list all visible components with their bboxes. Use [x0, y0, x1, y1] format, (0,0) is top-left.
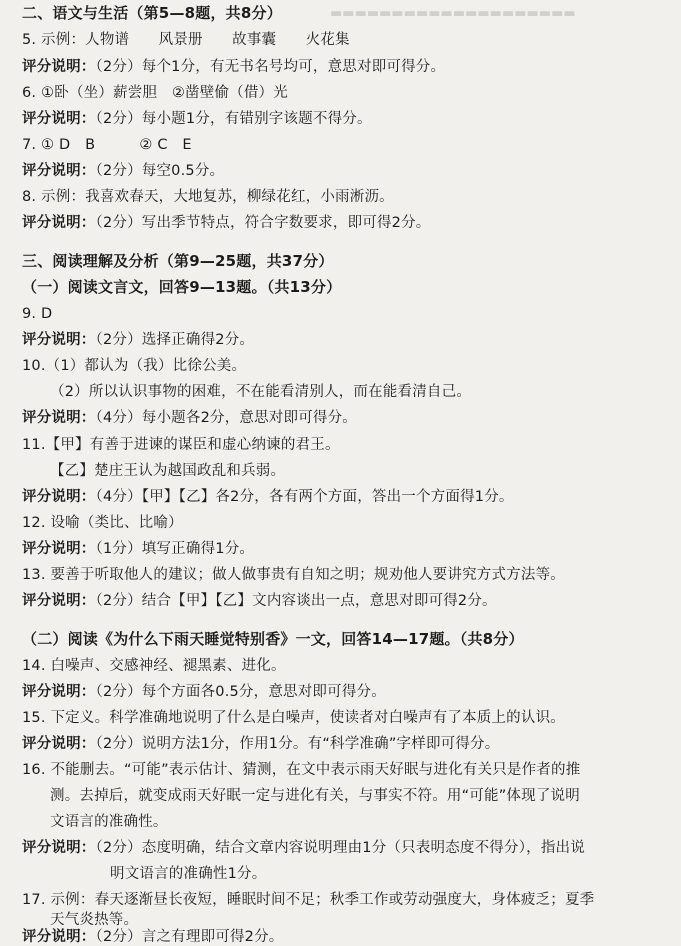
- part-1-title: （一）阅读文言文，回答9—13题。（共13分）: [22, 278, 342, 296]
- q9-scoring: 评分说明：（2分）选择正确得2分。: [22, 332, 255, 348]
- section-3-title: 三、阅读理解及分析（第9—25题，共37分）: [22, 252, 334, 270]
- q16-answer-line-2: 测。去掉后，就变成雨天好眠一定与进化有关，与事实不符。用“可能”体现了说明: [50, 788, 580, 804]
- q8-answer: 8. 示例：我喜欢春天，大地复苏，柳绿花红，小雨淅沥。: [22, 189, 394, 205]
- q5-scoring: 评分说明：（2分）每个1分，有无书名号均可，意思对即可得分。: [22, 59, 446, 75]
- q16-answer-line-3: 文语言的准确性。: [50, 814, 168, 830]
- q12-scoring: 评分说明：（1分）填写正确得1分。: [22, 541, 255, 557]
- q11-answer-yi: 【乙】楚庄王认为越国政乱和兵弱。: [50, 463, 286, 479]
- q14-scoring: 评分说明：（2分）每个方面各0.5分，意思对即可得分。: [22, 684, 386, 700]
- q11-answer-jia: 11.【甲】有善于进谏的谋臣和虚心纳谏的君王。: [22, 437, 340, 453]
- q10-answer-2: （2）所以认识事物的困难，不在能看清别人，而在能看清自己。: [50, 384, 472, 400]
- q16-answer-line-1: 16. 不能删去。“可能”表示估计、猜测，在文中表示雨天好眠与进化有关只是作者的推: [22, 762, 581, 778]
- q13-answer: 13. 要善于听取他人的建议；做人做事贵有自知之明；规劝他人要讲究方式方法等。: [22, 567, 565, 583]
- q12-answer: 12. 设喻（类比、比喻）: [22, 515, 183, 531]
- q7-answer: 7. ① D B ② C E: [22, 137, 192, 153]
- bleed-through-texture: ▬▬▬▬▬▬▬▬▬▬▬▬▬▬▬▬▬▬▬▬: [330, 6, 576, 21]
- q6-answer: 6. ①卧（坐）薪尝胆 ②凿壁偷（借）光: [22, 85, 288, 101]
- q15-scoring: 评分说明：（2分）说明方法1分，作用1分。有“科学准确”字样即可得分。: [22, 736, 500, 752]
- q10-answer-1: 10.（1）都认为（我）比徐公美。: [22, 358, 247, 374]
- q16-scoring-line-2: 明文语言的准确性1分。: [110, 866, 267, 882]
- q7-scoring: 评分说明：（2分）每空0.5分。: [22, 163, 225, 179]
- q9-answer: 9. D: [22, 306, 53, 322]
- part-2-title: （二）阅读《为什么下雨天睡觉特别香》一文，回答14—17题。（共8分）: [22, 630, 524, 648]
- q14-answer: 14. 白噪声、交感神经、褪黑素、进化。: [22, 658, 286, 674]
- q6-scoring: 评分说明：（2分）每小题1分，有错别字该题不得分。: [22, 111, 372, 127]
- q8-scoring: 评分说明：（2分）写出季节特点，符合字数要求，即可得2分。: [22, 215, 431, 231]
- q11-scoring: 评分说明：（4分）【甲】【乙】各2分，各有两个方面，答出一个方面得1分。: [22, 489, 514, 505]
- q16-scoring-line-1: 评分说明：（2分）态度明确，结合文章内容说明理由1分（只表明态度不得分），指出说: [22, 840, 585, 856]
- q17-answer-line-1: 17. 示例：春天逐渐昼长夜短，睡眠时间不足；秋季工作或劳动强度大，身体疲乏；夏季: [22, 892, 595, 908]
- q5-answer: 5. 示例：人物谱 风景册 故事囊 火花集: [22, 32, 350, 48]
- q17-scoring: 评分说明：（2分）言之有理即可得2分。: [22, 929, 284, 945]
- q15-answer: 15. 下定义。科学准确地说明了什么是白噪声，使读者对白噪声有了本质上的认识。: [22, 710, 565, 726]
- q10-scoring: 评分说明：（4分）每小题各2分，意思对即可得分。: [22, 410, 357, 426]
- section-2-title: 二、语文与生活（第5—8题，共8分）: [22, 4, 282, 22]
- q13-scoring: 评分说明：（2分）结合【甲】【乙】文内容谈出一点，意思对即可得2分。: [22, 593, 497, 609]
- q17-answer-line-2: 天气炎热等。: [50, 912, 139, 928]
